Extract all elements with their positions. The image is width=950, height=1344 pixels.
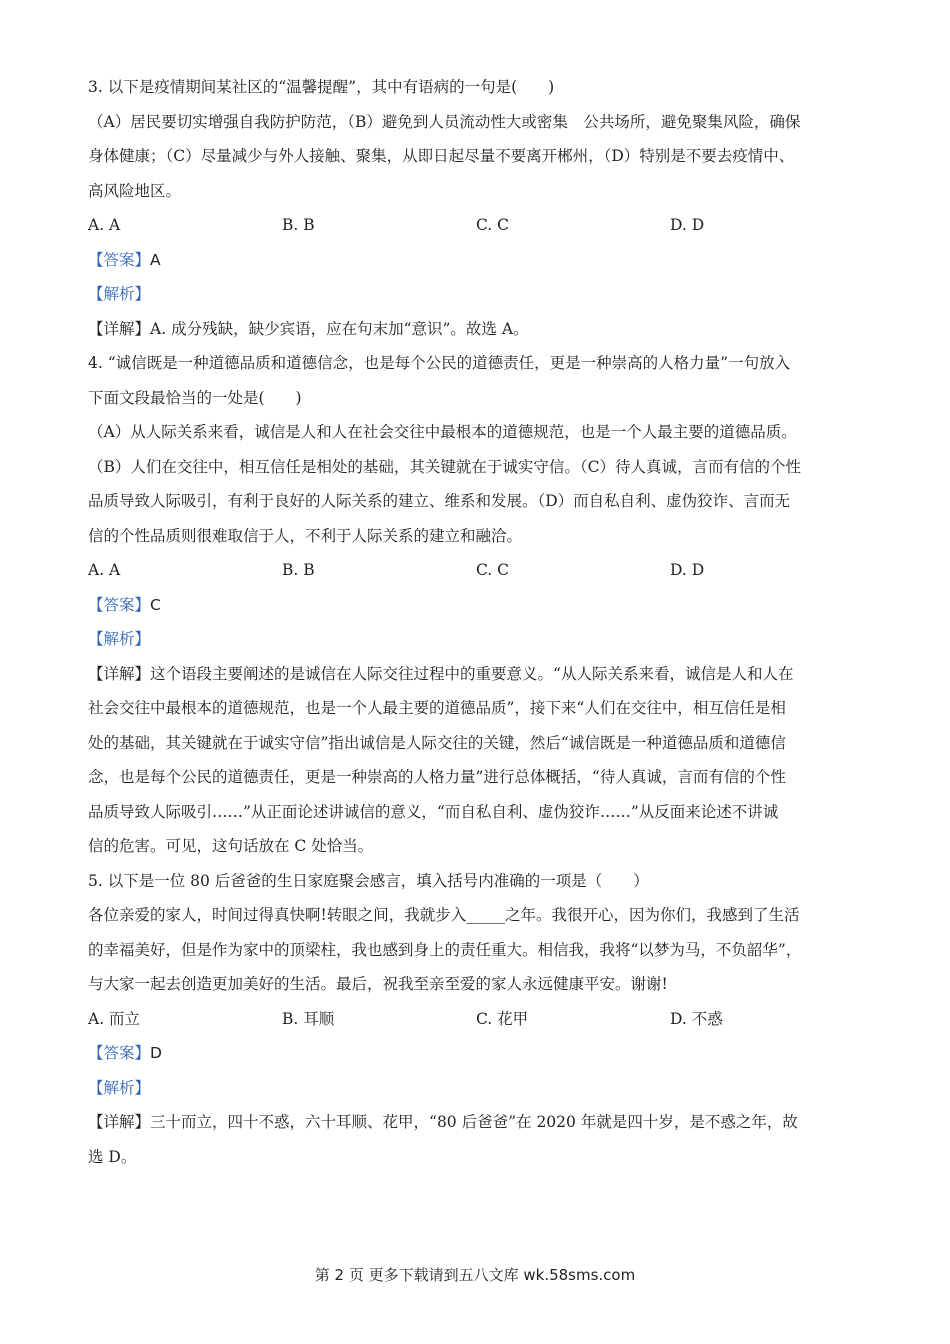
- detail-text: A. 成分残缺，缺少宾语，应在句末加“意识”。故选 A。: [150, 319, 529, 338]
- q4-option-a: A. A: [88, 561, 121, 579]
- q4-text-line: （B）人们在交往中，相互信任是相处的基础，其关键就在于诚实守信。（C）待人真诚，言而有信的个性: [88, 457, 802, 476]
- q4-stem: 4. “诚信既是一种道德品质和道德信念，也是每个公民的道德责任，更是一种崇高的人格力量”一句放入: [88, 354, 791, 372]
- q4-text-line: 品质导致人际吸引，有利于良好的人际关系的建立、维系和发展。（D）而自私自利、虚伪狡诈、言而无: [88, 492, 791, 510]
- q5-answer: [88, 1036, 864, 1071]
- q4-detail-line: 信的危害。可见，这句话放在 C 处恰当。: [88, 837, 374, 855]
- analysis-tag: 【解析】: [88, 630, 151, 648]
- q5-text-line: 与大家一起去创造更加美好的生活。最后，祝我至亲至爱的家人永远健康平安。谢谢!: [88, 975, 668, 993]
- q4-stem: 下面文段最恰当的一处是( ): [88, 388, 302, 407]
- answer-value: C: [150, 595, 161, 614]
- analysis-tag: 【解析】: [88, 285, 151, 303]
- q3-stem: 3. 以下是疫情期间某社区的“温馨提醒”，其中有语病的一句是( ): [88, 78, 555, 96]
- page-footer: 第 2 页 更多下载请到五八文库 wk.58sms.com: [314, 1266, 636, 1284]
- q4-option-d: D. D: [670, 561, 705, 579]
- q3-option-d: D. D: [670, 216, 705, 234]
- q3-text-line: 高风险地区。: [88, 181, 182, 200]
- answer-tag: 【答案】: [88, 250, 151, 269]
- q3-analysis: [88, 277, 864, 312]
- detail-tag: 【详解】: [88, 1113, 151, 1131]
- detail-tag: 【详解】: [88, 664, 151, 683]
- q5-blank: _____: [466, 906, 505, 924]
- q5-text-before-blank: 各位亲爱的家人，时间过得真快啊!转眼之间，我就步入: [88, 906, 467, 924]
- detail-text: 三十而立，四十不惑，六十耳顺、花甲，“80 后爸爸”在 2020 年就是四十岁，是不惑之年，故: [150, 1113, 798, 1131]
- q4-answer: [88, 588, 864, 623]
- q3-text-line: 身体健康；（C）尽量减少与外人接触、聚集，从即日起尽量不要离开郴州，（D）特别是不要去疫情中、: [88, 147, 795, 165]
- q3-options: [88, 208, 864, 243]
- q5-options: [88, 1002, 864, 1037]
- q5-option-d: D. 不惑: [670, 1009, 723, 1028]
- answer-tag: 【答案】: [88, 595, 151, 614]
- q4-text-line: （A）从人际关系来看，诚信是人和人在社会交往中最根本的道德规范，也是一个人最主要的道德品质。: [88, 423, 797, 441]
- q5-detail: [88, 1105, 864, 1140]
- q5-text-line: 的幸福美好，但是作为家中的顶梁柱，我也感到身上的责任重大。相信我，我将“以梦为马，不负韶华”，: [88, 940, 802, 959]
- q4-option-c: C. C: [476, 561, 510, 579]
- q5-analysis: [88, 1071, 864, 1106]
- q4-analysis: [88, 622, 864, 657]
- q4-text-line: 信的个性品质则很难取信于人，不利于人际关系的建立和融洽。: [88, 526, 523, 545]
- q4-options: [88, 553, 864, 588]
- q4-detail-line: 处的基础，其关键就在于诚实守信”指出诚信是人际交往的关键，然后“诚信既是一种道德品质和道德信: [88, 733, 786, 752]
- q3-option-a: A. A: [88, 216, 121, 234]
- q4-detail: [88, 657, 864, 692]
- q4-detail-line: 念，也是每个公民的道德责任，更是一种崇高的人格力量”进行总体概括，“待人真诚，言而有信的个性: [88, 768, 786, 786]
- detail-tag: 【详解】: [88, 319, 151, 338]
- q3-detail: [88, 312, 864, 347]
- q5-option-a: A. 而立: [88, 1009, 141, 1028]
- q3-text-line: （A）居民要切实增强自我防护防范，（B）避免到人员流动性大或密集 公共场所，避免聚集风险，确保: [88, 112, 801, 131]
- q5-text-line: [88, 898, 864, 933]
- q3-option-b: B. B: [282, 216, 315, 234]
- q3-option-c: C. C: [476, 216, 510, 234]
- detail-text: 这个语段主要阐述的是诚信在人际交往过程中的重要意义。“从人际关系来看，诚信是人和人在: [150, 664, 794, 683]
- q5-text-after-blank: 之年。我很开心，因为你们，我感到了生活: [504, 906, 800, 924]
- answer-value: A: [150, 250, 161, 269]
- q5-stem: 5. 以下是一位 80 后爸爸的生日家庭聚会感言，填入括号内准确的一项是（ ）: [88, 871, 649, 890]
- q4-option-b: B. B: [282, 561, 315, 579]
- answer-tag: 【答案】: [88, 1044, 151, 1062]
- q4-detail-line: 品质导致人际吸引……”从正面论述讲诚信的意义，“而自私自利、虚伪狡诈……”从反面来论述不讲诚: [88, 802, 779, 821]
- answer-value: D: [150, 1044, 162, 1062]
- q5-option-b: B. 耳顺: [282, 1009, 335, 1028]
- analysis-tag: 【解析】: [88, 1078, 151, 1097]
- q5-detail-line: 选 D。: [88, 1147, 137, 1166]
- q4-detail-line: 社会交往中最根本的道德规范，也是一个人最主要的道德品质”，接下来“人们在交往中，相互信任是相: [88, 699, 786, 717]
- q3-answer: [88, 243, 864, 278]
- q5-option-c: C. 花甲: [476, 1009, 529, 1028]
- document-page: [88, 70, 864, 1174]
